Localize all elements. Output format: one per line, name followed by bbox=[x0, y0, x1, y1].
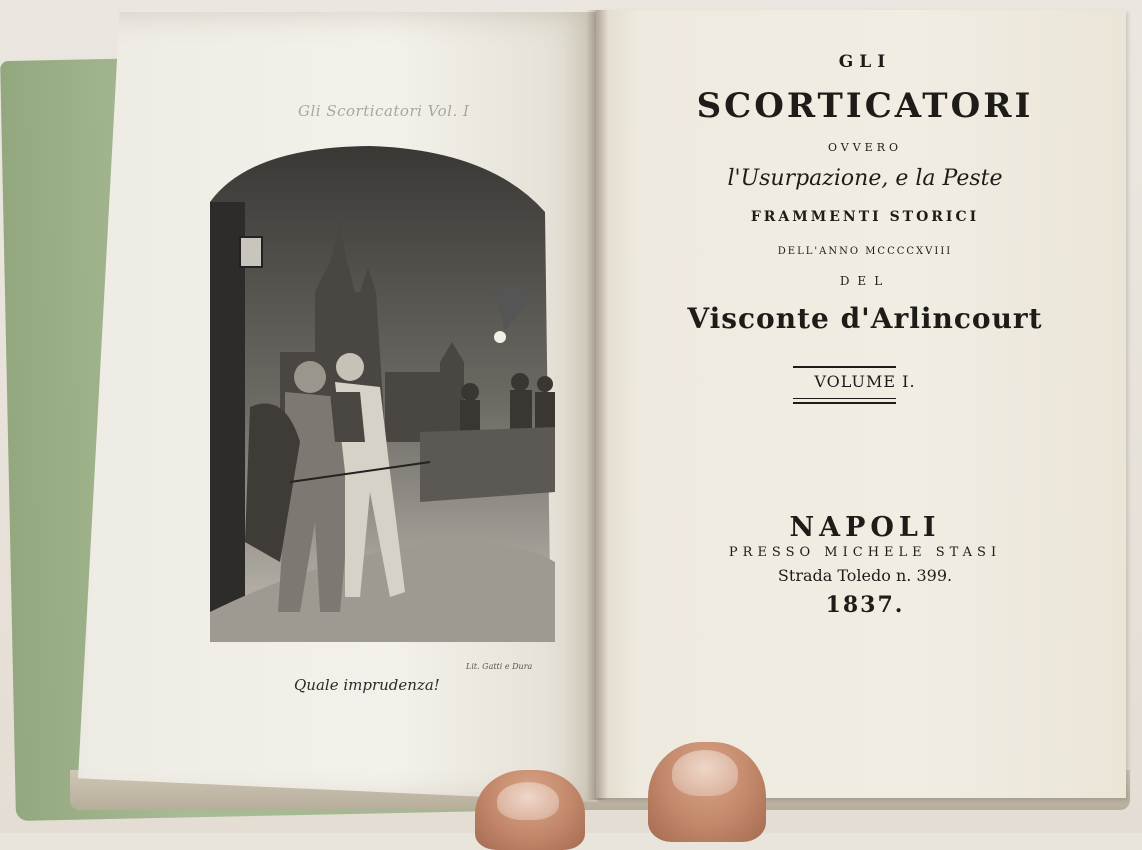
imprint-year: 1837. bbox=[825, 592, 905, 618]
frontispiece-illustration bbox=[190, 142, 560, 642]
right-page-title bbox=[596, 10, 1126, 798]
author-name: Visconte d'Arlincourt bbox=[687, 302, 1043, 335]
torch-flame bbox=[494, 331, 506, 343]
lantern-icon bbox=[240, 237, 262, 267]
volume-rule-bottom bbox=[793, 398, 896, 399]
fingernail bbox=[672, 750, 738, 796]
artist-credit: Lit. Gatti e Dura bbox=[466, 662, 533, 671]
thumb bbox=[475, 770, 585, 850]
title-anno: DELL'ANNO MCCCCXVIII bbox=[777, 246, 953, 257]
volume-rule-bottom-thick bbox=[793, 402, 896, 404]
stone-parapet bbox=[420, 427, 555, 502]
title-frammenti: FRAMMENTI STORICI bbox=[750, 209, 980, 225]
title-line-gli: GLI bbox=[838, 52, 892, 72]
book-subtitle: l'Usurpazione, e la Peste bbox=[727, 166, 1003, 191]
title-del: DEL bbox=[839, 274, 891, 288]
imprint-address: Strada Toledo n. 399. bbox=[777, 566, 953, 585]
book-gutter bbox=[586, 10, 608, 800]
thumbnail bbox=[497, 782, 559, 820]
imprint-printer: PRESSO MICHELE STASI bbox=[728, 545, 1002, 560]
pencil-annotation: Gli Scorticatori Vol. I bbox=[298, 102, 470, 120]
imprint-city: NAPOLI bbox=[789, 512, 941, 543]
illustration-caption: Quale imprudenza! bbox=[294, 676, 440, 694]
title-ovvero: OVVERO bbox=[827, 141, 903, 154]
volume-label: VOLUME I. bbox=[814, 372, 916, 391]
finger bbox=[648, 742, 766, 842]
volume-rule-top bbox=[793, 366, 896, 368]
book-title: SCORTICATORI bbox=[696, 86, 1034, 126]
